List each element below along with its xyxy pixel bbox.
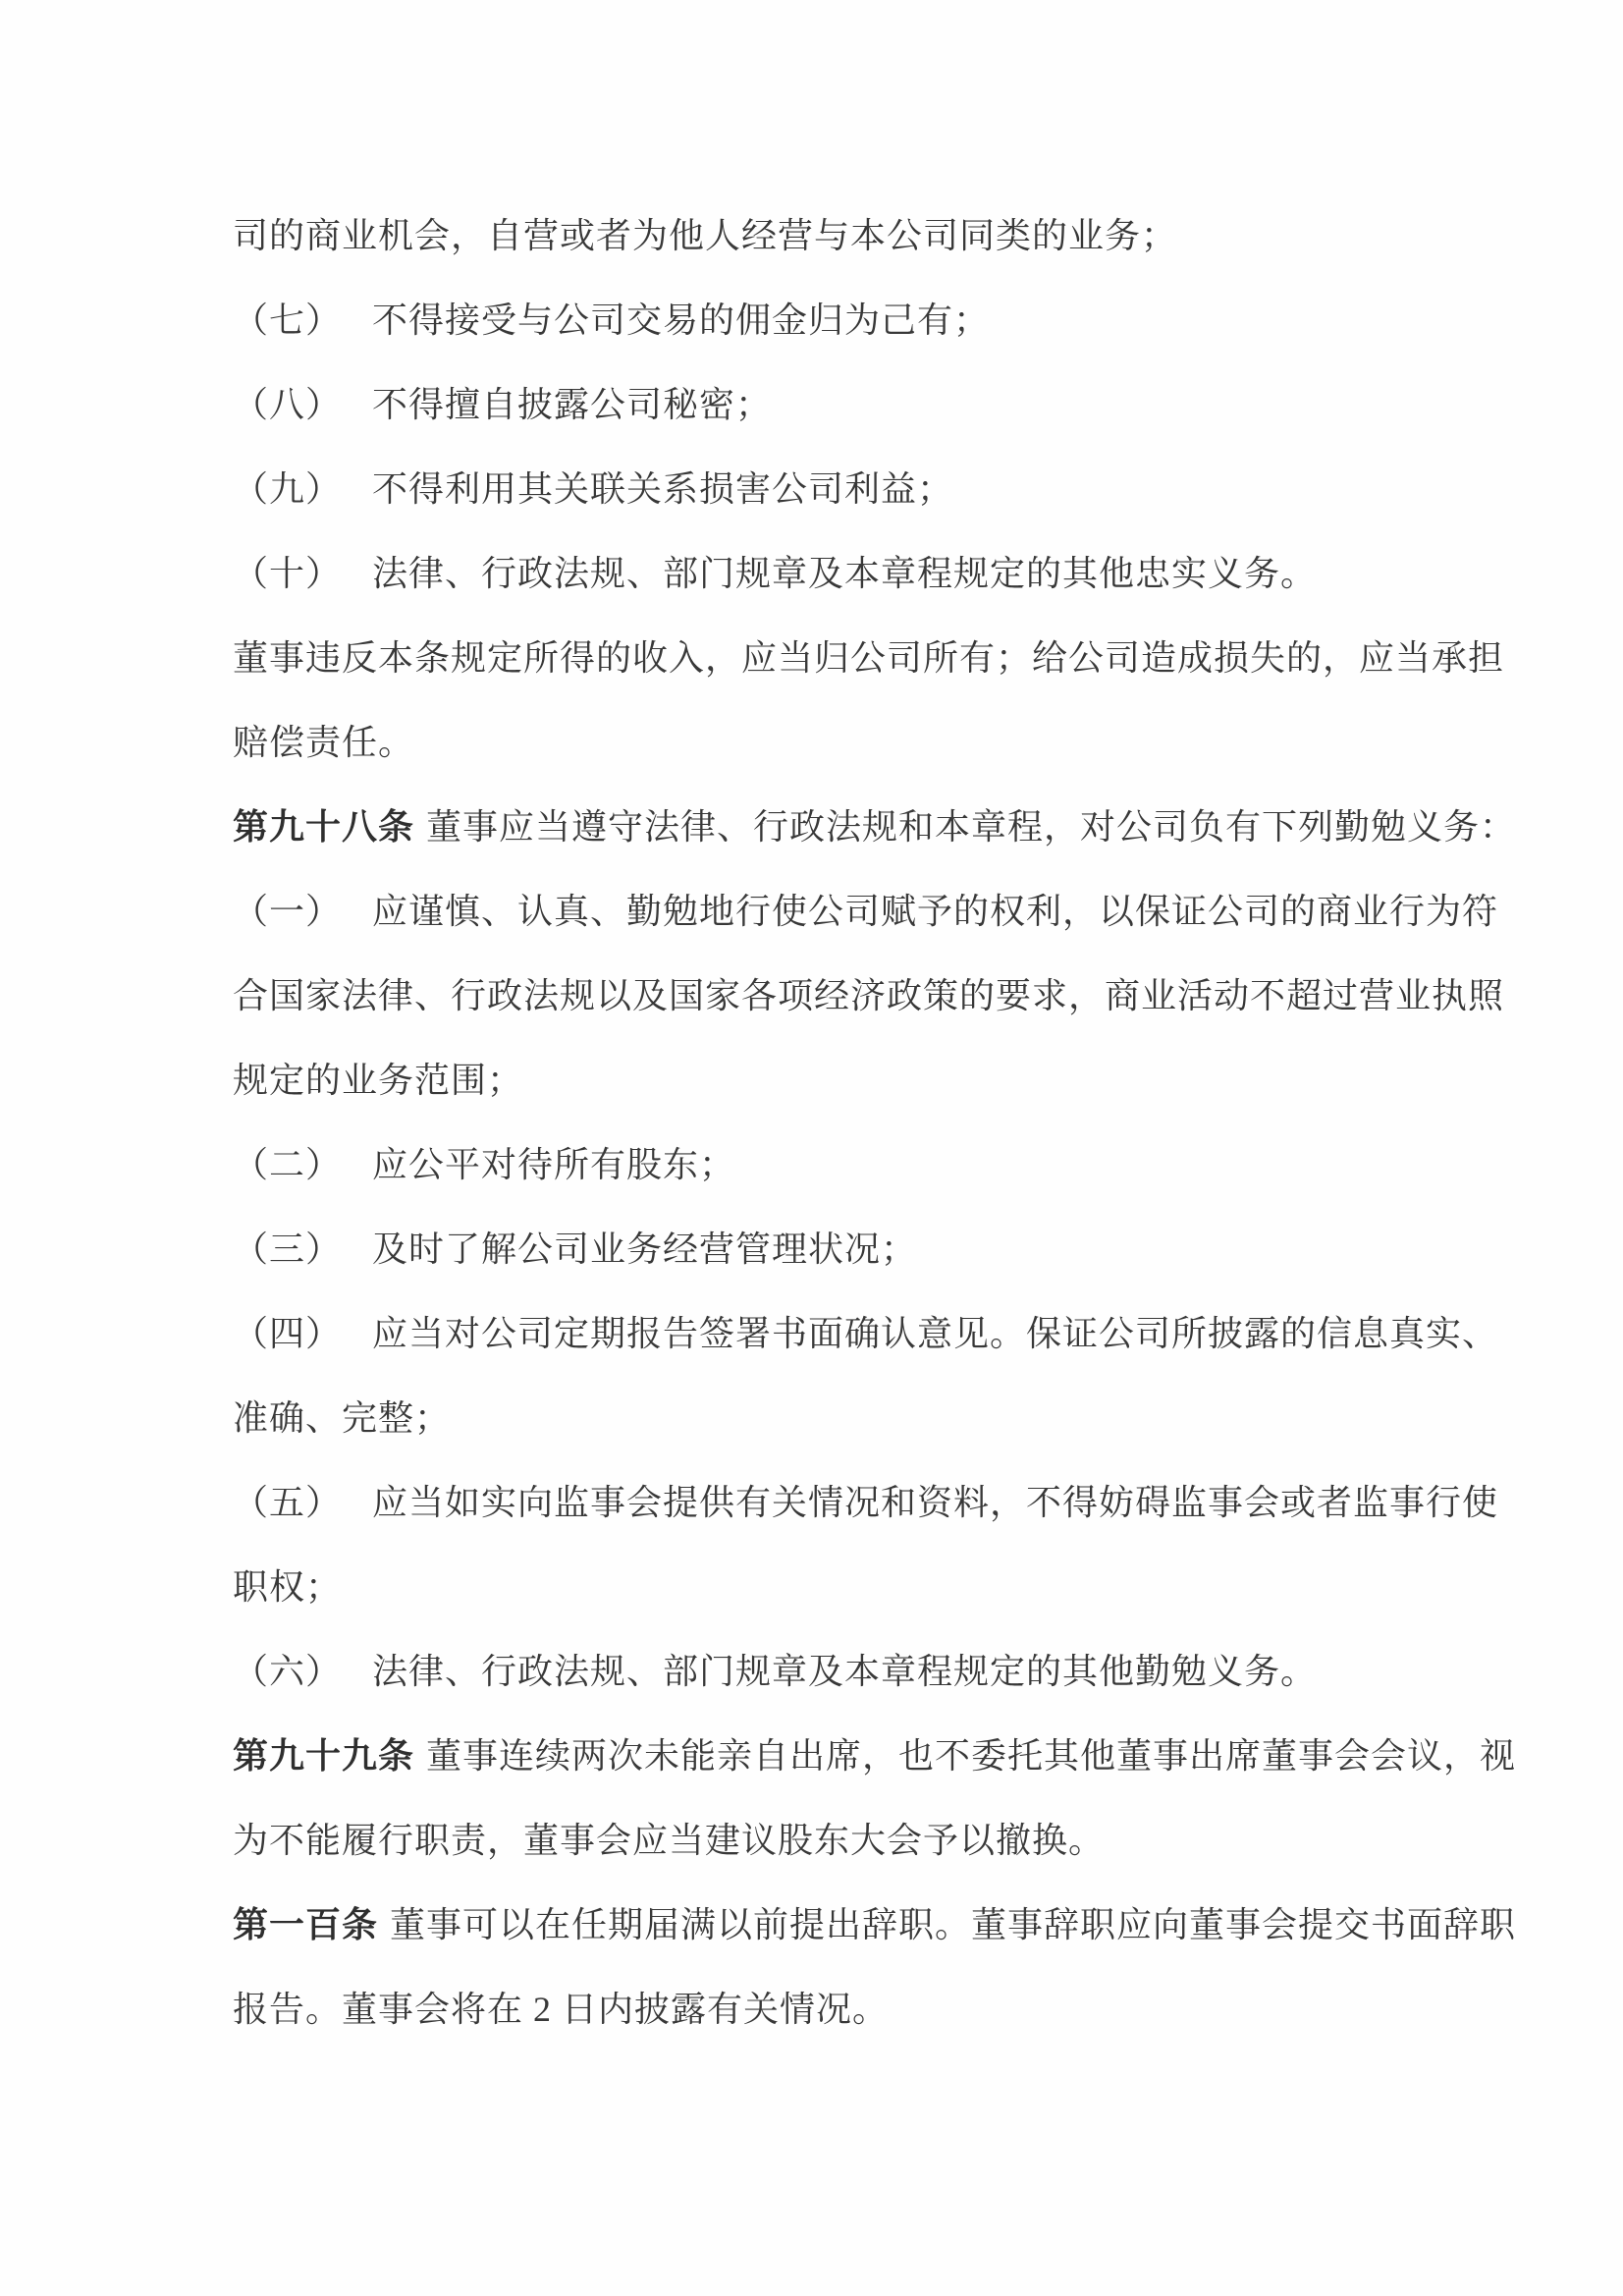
text-line: [233, 1798, 1480, 1883]
text-line: [233, 1376, 1480, 1460]
line-text: 法律、行政法规、部门规章及本章程规定的其他忠实义务。: [372, 554, 1318, 593]
line-text: 董事应当遵守法律、行政法规和本章程，对公司负有下列勤勉义务：: [426, 807, 1517, 847]
list-item-number: （九）: [233, 469, 343, 509]
line-text: 应当如实向监事会提供有关情况和资料，不得妨碍监事会或者监事行使: [372, 1483, 1499, 1522]
list-item-line: [233, 1291, 1499, 1376]
article-line: [233, 1714, 1517, 1798]
document-body: [233, 193, 1517, 2051]
list-item-number: （四）: [233, 1314, 343, 1353]
list-item-number: （八）: [233, 385, 343, 424]
line-text: 及时了解公司业务经营管理状况；: [372, 1230, 918, 1269]
text-line: [233, 1967, 1480, 2051]
text-line: [233, 616, 1505, 700]
line-text: 准确、完整；: [233, 1398, 452, 1438]
text-line: [233, 193, 1480, 278]
text-line: [233, 954, 1505, 1038]
text-line: [233, 700, 1480, 785]
list-item-number: （二）: [233, 1145, 343, 1184]
line-text: 为不能履行职责，董事会应当建议股东大会予以撤换。: [233, 1821, 1106, 1860]
list-item-line: [233, 362, 1480, 447]
line-text: 应谨慎、认真、勤勉地行使公司赋予的权利，以保证公司的商业行为符: [372, 892, 1499, 931]
list-item-line: [233, 278, 1480, 362]
line-text: 董事可以在任期届满以前提出辞职。董事辞职应向董事会提交书面辞职: [390, 1905, 1517, 1944]
line-text: 赔偿责任。: [233, 723, 415, 762]
line-text: 应公平对待所有股东；: [372, 1145, 736, 1184]
list-item-number: （七）: [233, 301, 343, 340]
list-item-number: （十）: [233, 554, 343, 593]
line-text: 不得接受与公司交易的佣金归为己有；: [372, 301, 991, 340]
line-text: 合国家法律、行政法规以及国家各项经济政策的要求，商业活动不超过营业执照: [233, 976, 1505, 1015]
line-text: 职权；: [233, 1567, 343, 1607]
article-number: 第九十八条: [233, 807, 415, 847]
article-line: [233, 785, 1517, 869]
line-text: 应当对公司定期报告签署书面确认意见。保证公司所披露的信息真实、: [372, 1314, 1499, 1353]
article-number: 第一百条: [233, 1905, 379, 1944]
line-text: 不得擅自披露公司秘密；: [372, 385, 773, 424]
list-item-number: （一）: [233, 892, 343, 931]
list-item-line: [233, 869, 1499, 954]
line-text: 规定的业务范围；: [233, 1061, 524, 1100]
list-item-line: [233, 531, 1480, 616]
line-text: 董事违反本条规定所得的收入，应当归公司所有；给公司造成损失的，应当承担: [233, 638, 1505, 678]
article-line: [233, 1883, 1517, 1967]
text-line: [233, 1038, 1480, 1122]
line-text: 报告。董事会将在 2 日内披露有关情况。: [233, 1990, 890, 2029]
line-text: 不得利用其关联关系损害公司利益；: [372, 469, 954, 509]
list-item-line: [233, 1207, 1480, 1291]
line-text: 法律、行政法规、部门规章及本章程规定的其他勤勉义务。: [372, 1652, 1318, 1691]
list-item-line: [233, 1460, 1499, 1545]
list-item-number: （六）: [233, 1652, 343, 1691]
line-text: 董事连续两次未能亲自出席，也不委托其他董事出席董事会会议，视: [426, 1736, 1517, 1776]
article-number: 第九十九条: [233, 1736, 415, 1776]
list-item-number: （五）: [233, 1483, 343, 1522]
list-item-line: [233, 1122, 1480, 1207]
list-item-number: （三）: [233, 1230, 343, 1269]
text-line: [233, 1545, 1480, 1629]
list-item-line: [233, 447, 1480, 531]
line-text: 司的商业机会，自营或者为他人经营与本公司同类的业务；: [233, 216, 1178, 255]
list-item-line: [233, 1629, 1480, 1714]
